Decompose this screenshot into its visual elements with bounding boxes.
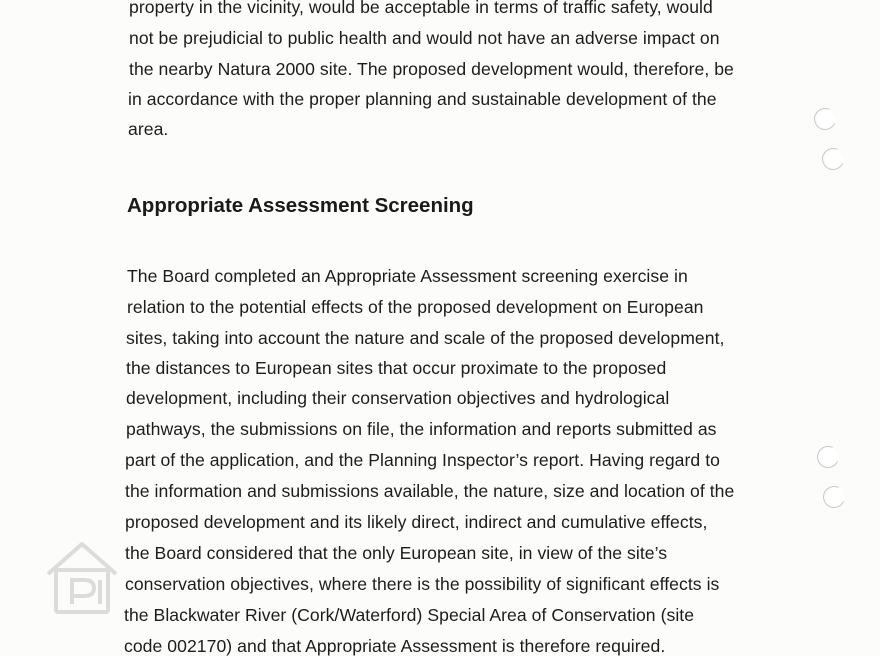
property-watermark-icon bbox=[42, 536, 122, 616]
body-line-13: code 002170) and that Appropriate Assessment is therefore required. bbox=[124, 636, 666, 656]
body-line-5: development, including their conservation objectives and hydrological bbox=[126, 388, 670, 408]
punch-hole-icon bbox=[819, 145, 847, 173]
body-line-9: proposed development and its likely direct, indirect and cumulative effects, bbox=[125, 512, 708, 532]
body-line-2: relation to the potential effects of the proposed development on European bbox=[127, 297, 704, 317]
intro-line-2: not be prejudicial to public health and would not have an adverse impact on bbox=[129, 28, 720, 48]
body-line-10: the Board considered that the only European site, in view of the site’s bbox=[125, 543, 668, 563]
body-line-8: the information and submissions available, the nature, size and location of the bbox=[125, 481, 735, 501]
intro-line-5: area. bbox=[128, 119, 169, 139]
body-line-4: the distances to European sites that occur proximate to the proposed bbox=[126, 358, 667, 378]
section-heading: Appropriate Assessment Screening bbox=[127, 194, 474, 217]
intro-line-3: the nearby Natura 2000 site. The proposed development would, therefore, be bbox=[129, 59, 734, 79]
punch-hole-icon bbox=[811, 105, 839, 133]
body-line-7: part of the application, and the Planning Inspector’s report. Having regard to bbox=[125, 450, 720, 470]
body-line-11: conservation objectives, where there is the possibility of significant effects is bbox=[125, 574, 720, 594]
punch-hole-icon bbox=[814, 443, 842, 471]
intro-line-4: in accordance with the proper planning and sustainable development of the bbox=[128, 89, 717, 109]
intro-line-1: property in the vicinity, would be acceptable in terms of traffic safety, would bbox=[129, 0, 713, 17]
body-line-3: sites, taking into account the nature and scale of the proposed development, bbox=[126, 328, 725, 348]
body-line-6: pathways, the submissions on file, the information and reports submitted as bbox=[126, 419, 717, 439]
body-line-12: the Blackwater River (Cork/Waterford) Special Area of Conservation (site bbox=[124, 605, 695, 625]
body-line-1: The Board completed an Appropriate Assessment screening exercise in bbox=[127, 266, 688, 286]
punch-hole-icon bbox=[820, 483, 848, 511]
